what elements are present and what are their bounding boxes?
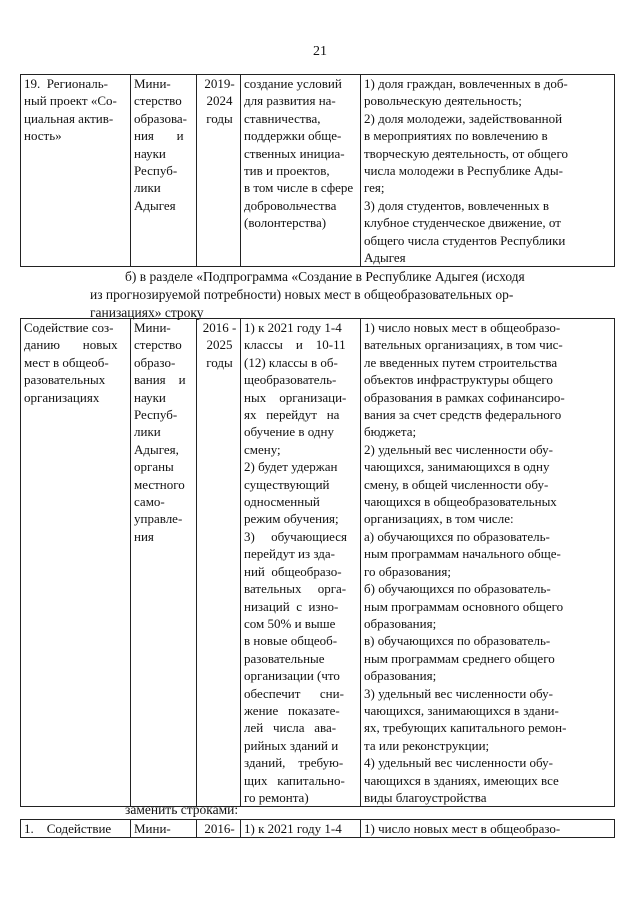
text-line: ный проект «Со-	[24, 93, 117, 109]
text-line: образова-	[134, 110, 188, 126]
text-line: объектов инфраструктуры общего	[364, 372, 553, 388]
text-line: 2024	[206, 93, 233, 109]
text-line: образования;	[364, 615, 437, 631]
text-line: чающихся, занимающихся в одну	[364, 459, 550, 475]
cell-indicators	[361, 75, 615, 267]
text-line: чающихся в общеобразовательных	[364, 494, 557, 510]
text-line: в том числе в сфере	[244, 180, 354, 196]
text-line: клубное студенческое движение, от	[364, 215, 561, 231]
text-line: го образования;	[364, 563, 451, 579]
text-line: лей числа ава-	[244, 720, 337, 736]
text-line: ях перейдут на	[244, 407, 340, 423]
text-line: чающихся в зданиях, имеющих все	[364, 772, 559, 788]
cell-expected-result	[241, 319, 361, 807]
text-line: науки	[134, 145, 166, 161]
cell-expected-result	[241, 75, 361, 267]
text-line: стерство	[134, 93, 182, 109]
table-replacement	[20, 819, 615, 838]
cell-measure-name: 1. Содействие	[21, 820, 131, 838]
text-line: стерство	[134, 337, 182, 353]
text-line: ния	[134, 528, 154, 544]
text-line: разовательных	[24, 372, 106, 388]
text-line: бюджета;	[364, 424, 417, 440]
text-line: обеспечит сни-	[244, 685, 344, 701]
cell-indicators	[361, 319, 615, 807]
text-line: 2) удельный вес численности обу-	[364, 441, 554, 457]
text-line: ным программам среднего общего	[364, 650, 555, 666]
text-line: творческую деятельность, от общего	[364, 145, 568, 161]
text-line: ставничества,	[244, 110, 321, 126]
text-line: перейдут из зда-	[244, 546, 335, 562]
text-line: а) обучающихся по образователь-	[364, 528, 550, 544]
text-line: ных организаци-	[244, 389, 347, 405]
cell-executor: Мини-	[131, 820, 197, 838]
text-line: односменный	[244, 494, 320, 510]
text-line: ле введенных путем строительства	[364, 354, 558, 370]
text-line: 3) доля студентов, вовлеченных в	[364, 197, 549, 213]
text-line: ственных инициа-	[244, 145, 345, 161]
text-line: образования в рамках софинансиро-	[364, 389, 565, 405]
text-line: образо-	[134, 354, 176, 370]
text-line: 1) доля граждан, вовлеченных в доб-	[364, 76, 568, 91]
text-line: создание условий	[244, 76, 342, 91]
table-row	[21, 75, 615, 267]
text-line: виды благоустройства	[364, 789, 487, 805]
text-line: вательных организациях, в том чис-	[364, 337, 563, 353]
cell-period	[197, 319, 241, 807]
text-line: вания за счет средств федерального	[364, 407, 562, 423]
text-line: б) обучающихся по образователь-	[364, 581, 551, 597]
text-line: годы	[206, 354, 233, 370]
text-line: циальная актив-	[24, 110, 114, 126]
text-line: жение показате-	[244, 702, 340, 718]
text-line: щеобразователь-	[244, 372, 337, 388]
text-line: в мероприятиях по вовлечению в	[364, 128, 548, 144]
text-line: ния и	[134, 128, 184, 144]
text-line: смену;	[244, 441, 281, 457]
text-line: общего числа студентов Республики	[364, 232, 566, 248]
text-line: зданий, требую-	[244, 755, 344, 771]
text-line: ным программам начального обще-	[364, 546, 561, 562]
text-line: 2016 -	[202, 320, 237, 335]
text-line: 2019-	[204, 76, 235, 91]
text-line: Адыгея	[364, 250, 406, 266]
text-line: организациях	[24, 389, 100, 405]
table-row	[21, 319, 615, 807]
text-line: ях, требующих капитального ремон-	[364, 720, 567, 736]
text-line: данию новых	[24, 337, 118, 353]
text-line: организации (что	[244, 668, 340, 684]
text-line: щих капитально-	[244, 772, 345, 788]
text-line: существующий	[244, 476, 330, 492]
text-line: низаций с изно-	[244, 598, 339, 614]
table-subprogram	[20, 318, 615, 807]
text-line: лики	[134, 424, 161, 440]
text-line: ность»	[24, 128, 62, 144]
text-line: лики	[134, 180, 161, 196]
text-line: Респуб-	[134, 407, 178, 423]
text-line: ний общеобразо-	[244, 563, 342, 579]
cell-indicators: 1) число новых мест в общеобразо-	[361, 820, 615, 838]
text-line: местного	[134, 476, 185, 492]
text-line: вательных орга-	[244, 581, 347, 597]
text-line: тив и проектов,	[244, 163, 330, 179]
text-line: 2025	[206, 337, 233, 353]
text-line: обучение в одну	[244, 424, 334, 440]
text-line: в новые общеоб-	[244, 633, 338, 649]
table-row	[21, 820, 615, 838]
text-line: та или реконструкции;	[364, 737, 490, 753]
cell-executor	[131, 319, 197, 807]
text-line: 1) к 2021 году 1-4	[244, 320, 342, 335]
text-line: для развития на-	[244, 93, 336, 109]
text-line: числа молодежи в Республике Ады-	[364, 163, 563, 179]
text-line: классы и 10-11	[244, 337, 346, 353]
text-line: в) обучающихся по образователь-	[364, 633, 551, 649]
text-line: гея;	[364, 180, 385, 196]
text-line: образования;	[364, 668, 437, 684]
text-line: 3) удельный вес численности обу-	[364, 685, 554, 701]
paragraph-b-line3: ганизациях» строку	[90, 305, 204, 320]
text-line: (волонтерства)	[244, 215, 327, 231]
text-line: вания и	[134, 372, 186, 388]
text-line: сом 50% и выше	[244, 615, 336, 631]
text-line: Адыгея	[134, 197, 176, 213]
text-line: управле-	[134, 511, 183, 527]
text-line: 3) обучающиеся	[244, 528, 348, 544]
text-line: Мини-	[134, 320, 171, 335]
text-line: 1) число новых мест в общеобразо-	[364, 320, 561, 335]
text-line: 2) будет удержан	[244, 459, 338, 475]
table-regional-project	[20, 74, 615, 267]
cell-executor	[131, 75, 197, 267]
text-line: чающихся, занимающихся в здани-	[364, 702, 559, 718]
paragraph-b-line2: из прогнозируемой потребности) новых мест в общеобразовательных ор-	[90, 287, 514, 302]
text-line: Содействие соз-	[24, 320, 114, 335]
text-line: 4) удельный вес численности обу-	[364, 755, 554, 771]
text-line: ным программам основного общего	[364, 598, 564, 614]
text-line: добровольчества	[244, 197, 337, 213]
text-line: Респуб-	[134, 163, 178, 179]
text-line: го ремонта)	[244, 789, 309, 805]
text-line: ровольческую деятельность;	[364, 93, 522, 109]
text-line: режим обучения;	[244, 511, 339, 527]
text-line: 2) доля молодежи, задействованной	[364, 110, 563, 126]
text-line: мест в общеоб-	[24, 354, 109, 370]
text-line: Адыгея,	[134, 441, 179, 457]
page-number: 21	[313, 44, 327, 59]
text-line: органы	[134, 459, 174, 475]
text-line: Мини-	[134, 76, 171, 91]
text-line: рийных зданий и	[244, 737, 339, 753]
text-line: 19. Региональ-	[24, 76, 108, 91]
text-line: само-	[134, 494, 165, 510]
text-line: науки	[134, 389, 166, 405]
text-line: разовательные	[244, 650, 325, 666]
cell-period	[197, 75, 241, 267]
paragraph-b-line1: б) в разделе «Подпрограмма «Создание в Республике Адыгея (исходя	[125, 269, 525, 284]
cell-expected-result: 1) к 2021 году 1-4	[241, 820, 361, 838]
text-line: организациях, в том числе:	[364, 511, 514, 527]
cell-period: 2016-	[197, 820, 241, 838]
text-line: поддержки обще-	[244, 128, 342, 144]
cell-measure-name	[21, 319, 131, 807]
cell-program-name	[21, 75, 131, 267]
text-line: смену, в общей численности обу-	[364, 476, 549, 492]
text-line: (12) классы в об-	[244, 354, 338, 370]
text-line: годы	[206, 110, 233, 126]
replace-instruction: заменить строками:	[125, 802, 239, 817]
